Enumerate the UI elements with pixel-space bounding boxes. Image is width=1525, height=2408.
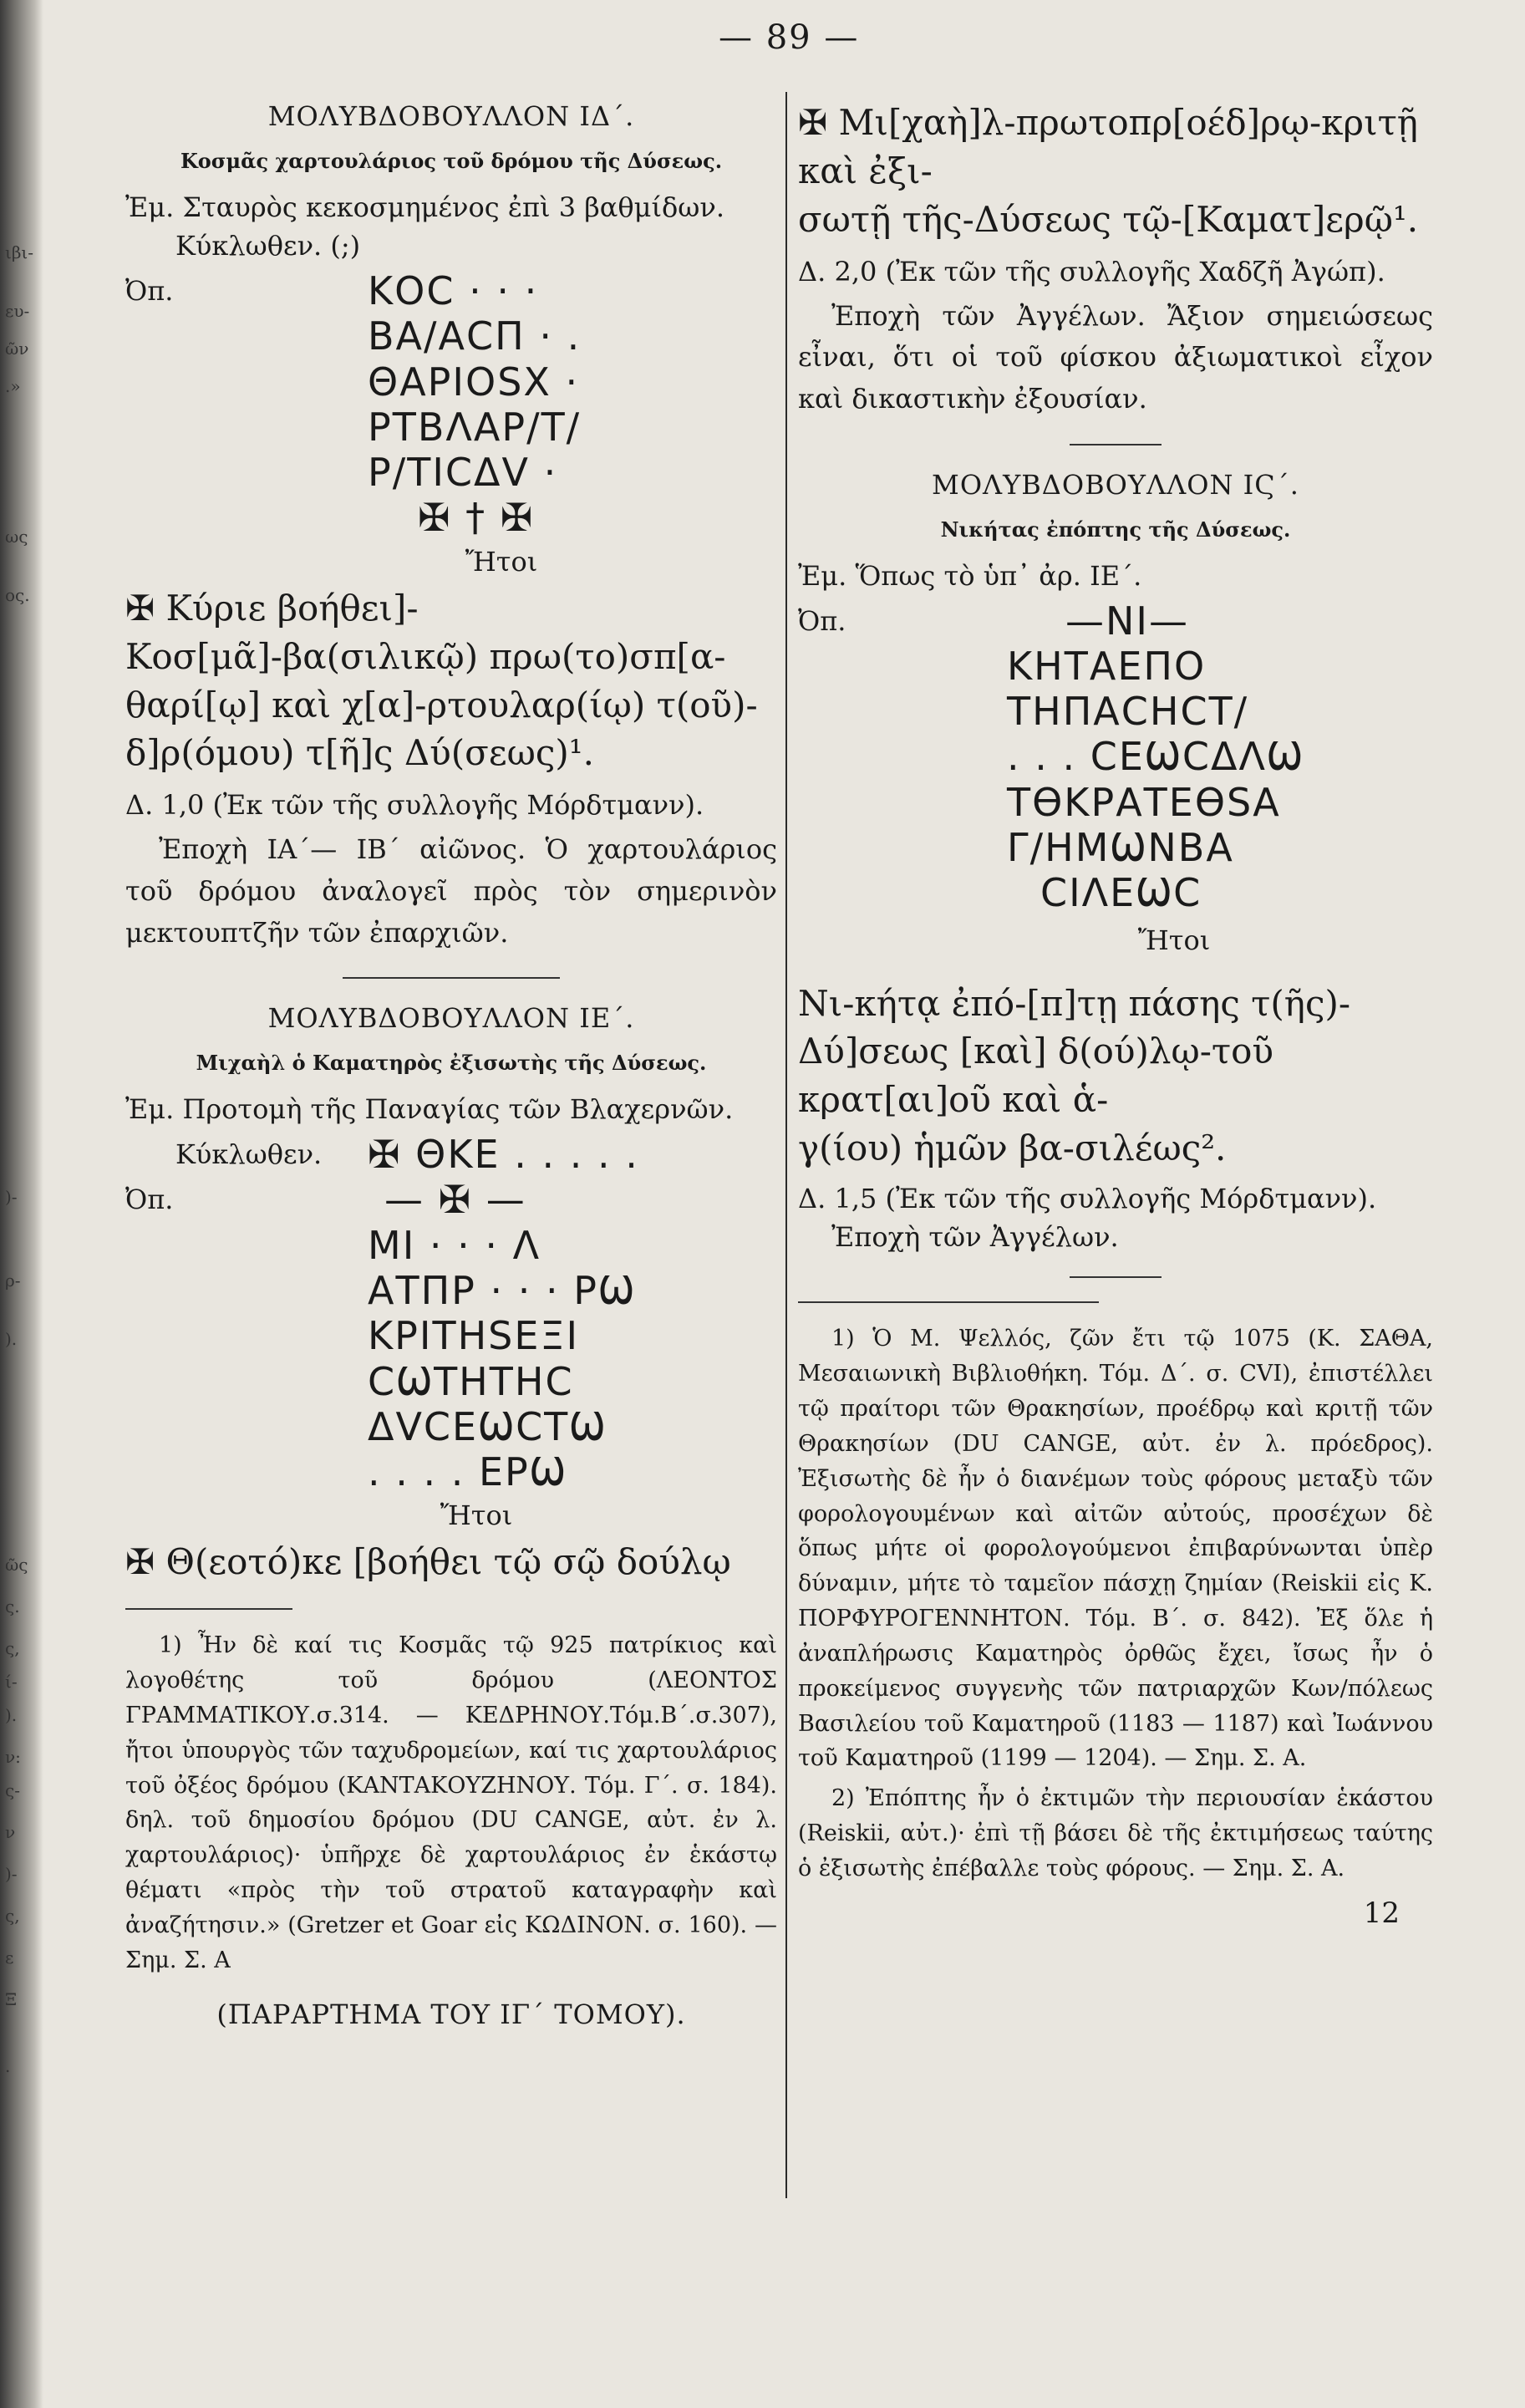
seal-line: CѠΤΗΤΗC bbox=[368, 1358, 574, 1404]
seal-line: ΤѲΚΡΑΤΕѲSΑ bbox=[1007, 779, 1281, 825]
gutter-mark: . bbox=[5, 2056, 11, 2076]
signature-mark: 12 bbox=[1363, 1896, 1400, 1930]
epoch-note: Ἐποχὴ τῶν Ἀγγέλων. bbox=[831, 1221, 1119, 1254]
gutter-mark: ν: bbox=[5, 1747, 21, 1767]
gutter-mark: ε bbox=[5, 1947, 14, 1968]
section-title: ΜΟΛΥΒΔΟΒΟΥΛΛΟΝ ΙΕ΄. bbox=[267, 1002, 635, 1035]
seal-line: ΚΡΙΤΗSΕΞΙ bbox=[368, 1313, 580, 1359]
circumference-inscription: ✠ ΘΚΕ . . . . . bbox=[368, 1132, 639, 1178]
gutter-mark: .» bbox=[5, 376, 21, 396]
circumference-text: Κύκλωθεν. (;) bbox=[175, 230, 361, 262]
reading-line: Νι-κήτᾳ ἐπό-[π]τῃ πάσης τ(ῆς)- bbox=[798, 982, 1351, 1024]
gutter-mark: ευ- bbox=[5, 301, 30, 321]
gutter-mark: Ξ bbox=[5, 1989, 18, 2009]
dimension-source: Δ. 2,0 (Ἐκ τῶν τῆς συλλογῆς Χαδζῆ Ἀγώπ). bbox=[798, 255, 1385, 288]
itoi-label: Ἤτοι bbox=[1137, 924, 1211, 956]
reading-text: ✠ Θ(εοτό)κε [βοήθει τῷ σῷ δούλῳ bbox=[125, 1541, 731, 1583]
reading-text bbox=[798, 980, 1433, 1173]
reading-line: Δύ]σεως [καὶ] δ(ού)λῳ-τοῦ κρατ[αι]οῦ καὶ ἁ- bbox=[798, 1031, 1273, 1121]
seal-line: ΡΤΒΛΑΡ/Τ/ bbox=[368, 404, 582, 450]
reading-text bbox=[125, 584, 777, 778]
footnote: 1) Ὁ Μ. Ψελλός, ζῶν ἔτι τῷ 1075 (Κ. ΣΑΘΑ, Μεσαιωνικὴ Βιβλιοθήκη. Τόμ. Δ΄. σ. CVI), ἐπιστέλλει τῷ πραίτορι τῶν Θρακησίων, προέδρῳ καὶ κριτῇ τῶν Θρακησίων (DU CANGE, αὐτ. ἐν λ. πρόεδρος). Ἐξισωτὴς δὲ ἦν ὁ διανέμων τοὺς φόρους μεταξὺ τῶν φορολογουμένων καὶ αἰτῶν αὐτούς, προσέχων δὲ ὅπως μήτε οἱ φορολογούμενοι ἐπιβαρύνωνται ὑπὲρ δύναμιν, μήτε τὸ ταμεῖον πάσχῃ ζημίαν (Reiskii εἰς Κ. ΠΟΡΦΥΡΟΓΕΝΝΗΤΟΝ. Τόμ. Β΄. σ. 842). Ἐξ ὅλε ἡ ἀναπλήρωσις Καματηρὸς ὀρθῶς ἔχει, ἴσως ἦν ὁ προκείμενος συγγενὴς τῶν πατριαρχῶν Κων/πόλεως Βασιλείου τοῦ Καματηροῦ (1183 — 1187) καὶ Ἰωάννου τοῦ Καματηροῦ (1199 — 1204). — Σημ. Σ. Α. bbox=[798, 1326, 1433, 1772]
obverse-description: Ἐμ. Σταυρὸς κεκοσμημένος ἐπὶ 3 βαθμίδων. bbox=[125, 191, 724, 223]
seal-line: . . . . ΕΡѠ bbox=[368, 1449, 567, 1495]
gutter-mark: ς, bbox=[5, 1638, 20, 1658]
seal-line: Γ/ΗΜѠΝΒΑ bbox=[1007, 824, 1234, 870]
reading-line: ✠ Μι[χαὴ]λ-πρωτοπρ[οέδ]ρῳ-κριτῇ καὶ ἐξι- bbox=[798, 102, 1418, 191]
left-column bbox=[125, 92, 777, 2030]
reverse-label: Ὀπ. bbox=[798, 604, 846, 637]
seal-line: ΚΗΤΑΕΠΟ bbox=[1007, 643, 1207, 689]
reading-text bbox=[798, 99, 1433, 244]
gutter-mark: ς- bbox=[5, 1780, 20, 1800]
reading-line: σωτῇ τῆς-Δύσεως τῷ-[Καματ]ερῷ¹. bbox=[798, 198, 1419, 240]
column-divider bbox=[785, 92, 787, 2198]
gutter-mark: ν bbox=[5, 1822, 16, 1842]
footnote-rule bbox=[125, 1608, 292, 1610]
reverse-label: Ὀπ. bbox=[125, 275, 174, 307]
reverse-block bbox=[798, 598, 1433, 916]
seal-line: ✠ † ✠ bbox=[418, 495, 535, 541]
supplement-line: (ΠΑΡΑΡΤΗΜΑ ΤΟΥ ΙΓ΄ ΤΟΜΟΥ). bbox=[216, 1998, 686, 2030]
itoi-label: Ἤτοι bbox=[440, 1499, 513, 1532]
obverse-description: Ἐμ. Ὅπως τὸ ὑπ᾽ ἀρ. ΙΕ΄. bbox=[798, 559, 1142, 592]
dimension-source: Δ. 1,0 (Ἐκ τῶν τῆς συλλογῆς Μόρδτμανν). bbox=[125, 789, 704, 822]
reading-line: Κοσ[μᾶ]-βα(σιλικῷ) πρω(το)σπ[α- bbox=[125, 635, 726, 677]
seal-line: ΘΑΡΙΟSX · bbox=[368, 359, 580, 405]
seal-section-15-continued bbox=[798, 99, 1433, 420]
seal-inscription bbox=[1007, 598, 1304, 916]
seal-line: ΑΤΠΡ · · · ΡѠ bbox=[368, 1267, 636, 1313]
circumference-text: Κύκλωθεν. bbox=[175, 1138, 323, 1171]
right-column bbox=[798, 92, 1433, 1930]
footnote-rule bbox=[798, 1301, 1099, 1303]
gutter-mark: )- bbox=[5, 1864, 18, 1884]
gutter-mark: ). bbox=[5, 1705, 18, 1725]
seal-line: ΜΙ · · · Λ bbox=[368, 1222, 541, 1268]
reverse-block bbox=[125, 268, 777, 541]
gutter-mark: )- bbox=[5, 1187, 18, 1207]
section-subtitle: Νικήτας ἐπόπτης τῆς Δύσεως. bbox=[940, 517, 1291, 542]
section-title: ΜΟΛΥΒΔΟΒΟΥΛΛΟΝ ΙΔ΄. bbox=[267, 100, 635, 132]
reading-line: δ]ρ(όμου) τ[ῆ]ς Δύ(σεως)¹. bbox=[125, 732, 594, 774]
gutter-mark: ῶν bbox=[5, 339, 29, 359]
reading-line: γ(ίου) ἡμῶν βα-σιλέως². bbox=[798, 1128, 1227, 1169]
seal-section-16 bbox=[798, 469, 1433, 1254]
seal-line: ΚΟC · · · bbox=[368, 268, 539, 313]
gutter-mark: ρ- bbox=[5, 1270, 21, 1291]
gutter-mark: ς. bbox=[5, 1596, 20, 1616]
gutter-mark: ). bbox=[5, 1329, 18, 1349]
page-number: — 89 — bbox=[719, 18, 860, 57]
seal-line: CΙΛΕѠC bbox=[1040, 870, 1202, 916]
obverse-description: Ἐμ. Προτομὴ τῆς Παναγίας τῶν Βλαχερνῶν. bbox=[125, 1093, 734, 1126]
seal-line: — ✠ — bbox=[384, 1177, 526, 1223]
seal-inscription bbox=[368, 1177, 636, 1494]
seal-line: ΒΑ/ΑCΠ · . bbox=[368, 313, 582, 359]
seal-section-15 bbox=[125, 1002, 777, 1586]
seal-line: . . . CΕѠCΔΛѠ bbox=[1007, 734, 1304, 780]
reverse-label: Ὀπ. bbox=[125, 1184, 174, 1216]
gutter-mark: ί- bbox=[5, 1672, 18, 1692]
seal-line: ΤΗΠΑCΗCΤ/ bbox=[1007, 689, 1249, 735]
gutter-mark: ως bbox=[5, 527, 28, 547]
gutter-mark: ιβι- bbox=[5, 242, 34, 262]
seal-line: Ρ/ΤΙCΔV · bbox=[368, 450, 558, 496]
seal-line: —ΝΙ— bbox=[1065, 598, 1189, 644]
seal-section-14 bbox=[125, 100, 777, 954]
section-subtitle: Μιχαὴλ ὁ Καματηρὸς ἐξισωτὴς τῆς Δύσεως. bbox=[196, 1051, 707, 1076]
section-separator bbox=[1070, 444, 1162, 445]
epoch-note: Ἐποχὴ ΙΑ΄— ΙΒ΄ αἰῶνος. Ὁ χαρτουλάριος τοῦ δρόμου ἀναλογεῖ πρὸς τὸν σημερινὸν μεκτουπτζῆν τῶν ἐπαρχιῶν. bbox=[125, 833, 777, 949]
footnote: 1) Ἦν δὲ καί τις Κοσμᾶς τῷ 925 πατρίκιος καὶ λογοθέτης τοῦ δρόμου (ΛΕΟΝΤΟΣ ΓΡΑΜΜΑΤΙΚΟΥ.σ.314. — ΚΕΔΡΗΝΟΥ.Τόμ.Β΄.σ.307), ἤτοι ὑπουργὸς τῶν ταχυδρομείων, καί τις χαρτουλάριος τοῦ ὀξέος δρόμου (ΚΑΝΤΑΚΟΥΖΗΝΟΥ. Τόμ. Γ΄. σ. 184). δηλ. τοῦ δημοσίου δρόμου (DU CANGE, αὐτ. ἐν λ. χαρτουλάριος)· ὑπῆρχε δὲ χαρτουλάριος ἐν ἑκάστῳ θέματι «πρὸς τὴν τοῦ στρατοῦ καταγραφὴν καὶ ἀναζήτησιν.» (Gretzer et Goar εἰς ΚΩΔΙΝΟΝ. σ. 160). — Σημ. Σ. Α bbox=[125, 1632, 777, 1973]
dimension-source: Δ. 1,5 (Ἐκ τῶν τῆς συλλογῆς Μόρδτμανν). bbox=[798, 1183, 1377, 1215]
section-title: ΜΟΛΥΒΔΟΒΟΥΛΛΟΝ ΙϚ΄. bbox=[932, 468, 1299, 501]
seal-inscription bbox=[368, 268, 581, 541]
section-separator bbox=[343, 977, 560, 979]
gutter-mark: ς, bbox=[5, 1906, 20, 1926]
epoch-note: Ἐποχὴ τῶν Ἀγγέλων. Ἄξιον σημειώσεως εἶναι, ὅτι οἱ τοῦ φίσκου ἀξιωματικοὶ εἶχον καὶ δικαστικὴν ἐξουσίαν. bbox=[798, 299, 1433, 415]
reverse-block bbox=[125, 1177, 777, 1494]
seal-line: ΔVCΕѠCΤѠ bbox=[368, 1403, 607, 1449]
gutter-mark: ος. bbox=[5, 585, 30, 605]
section-subtitle: Κοσμᾶς χαρτουλάριος τοῦ δρόμου τῆς Δύσεως. bbox=[180, 149, 723, 173]
gutter-mark: ῶς bbox=[5, 1555, 28, 1575]
circumference-block bbox=[125, 1132, 777, 1177]
itoi-label: Ἤτοι bbox=[465, 545, 538, 578]
reading-line: ✠ Κύριε βοήθει]- bbox=[125, 587, 419, 629]
reading-line: θαρί[ῳ] καὶ χ[α]-ρτουλαρ(ίῳ) τ(οῦ)- bbox=[125, 684, 758, 725]
footnote: 2) Ἐπόπτης ἦν ὁ ἐκτιμῶν τὴν περιουσίαν ἑκάστου (Reiskii, αὐτ.)· ἐπὶ τῇ βάσει δὲ τῆς ἐκτιμήσεως ταύτης ὁ ἐξισωτὴς ἐπέβαλλε τοὺς φόρους. — Σημ. Σ. Α. bbox=[798, 1785, 1433, 1881]
section-separator bbox=[1070, 1276, 1162, 1278]
